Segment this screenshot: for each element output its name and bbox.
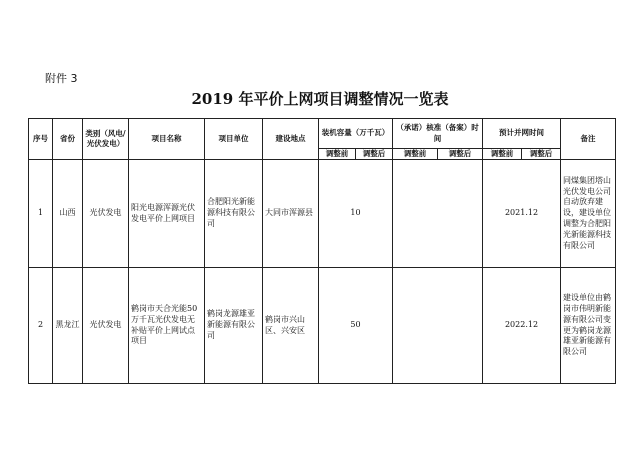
table-row <box>29 160 616 268</box>
cell-project-name: 阳光电源浑源光伏发电平价上网项目 <box>129 160 205 268</box>
header-row-1 <box>29 119 616 149</box>
subheader-capacity-after: 调整后 <box>356 149 393 160</box>
cell-category: 光伏发电 <box>83 268 129 384</box>
col-header-location: 建设地点 <box>263 119 319 160</box>
cell-project-unit: 合肥阳光新能源科技有限公司 <box>205 160 263 268</box>
cell-remarks: 建设单位由鹤岗市伟明新能源有限公司变更为鹤岗龙源雄亚新能源有限公司 <box>561 268 616 384</box>
adjustment-table <box>28 118 616 384</box>
col-header-approval-time: （承诺）核准（备案）时间 <box>393 119 483 149</box>
col-header-province: 省份 <box>53 119 83 160</box>
cell-seq: 1 <box>29 160 53 268</box>
subheader-grid-before: 调整前 <box>483 149 522 160</box>
subheader-approval-before: 调整前 <box>393 149 438 160</box>
cell-province: 黑龙江 <box>53 268 83 384</box>
subheader-capacity-before: 调整前 <box>319 149 356 160</box>
cell-grid-time: 2021.12 <box>483 160 561 268</box>
col-header-project-name: 项目名称 <box>129 119 205 160</box>
cell-seq: 2 <box>29 268 53 384</box>
cell-location: 大同市浑源县 <box>263 160 319 268</box>
page-title: 2019 年平价上网项目调整情况一览表 <box>191 90 449 108</box>
table-row <box>29 268 616 384</box>
cell-province: 山西 <box>53 160 83 268</box>
cell-capacity: 50 <box>319 268 393 384</box>
col-header-category: 类别（风电/光伏发电） <box>83 119 129 160</box>
cell-grid-time: 2022.12 <box>483 268 561 384</box>
cell-project-name: 鹤岗市天合光能50万千瓦光伏发电无补贴平价上网试点项目 <box>129 268 205 384</box>
col-header-seq: 序号 <box>29 119 53 160</box>
cell-category: 光伏发电 <box>83 160 129 268</box>
cell-location: 鹤岗市兴山区、兴安区 <box>263 268 319 384</box>
attachment-label: 附件 3 <box>45 72 78 85</box>
col-header-grid-time: 预计并网时间 <box>483 119 561 149</box>
cell-capacity: 10 <box>319 160 393 268</box>
subheader-grid-after: 调整后 <box>522 149 561 160</box>
col-header-project-unit: 项目单位 <box>205 119 263 160</box>
cell-approval-time <box>393 268 483 384</box>
cell-remarks: 同煤集团塔山光伏发电公司自动放弃建设，建设单位调整为合肥阳光新能源科技有限公司 <box>561 160 616 268</box>
col-header-capacity: 装机容量（万千瓦） <box>319 119 393 149</box>
cell-project-unit: 鹤岗龙源雄亚新能源有限公司 <box>205 268 263 384</box>
cell-approval-time <box>393 160 483 268</box>
col-header-remarks: 备注 <box>561 119 616 160</box>
subheader-approval-after: 调整后 <box>438 149 483 160</box>
